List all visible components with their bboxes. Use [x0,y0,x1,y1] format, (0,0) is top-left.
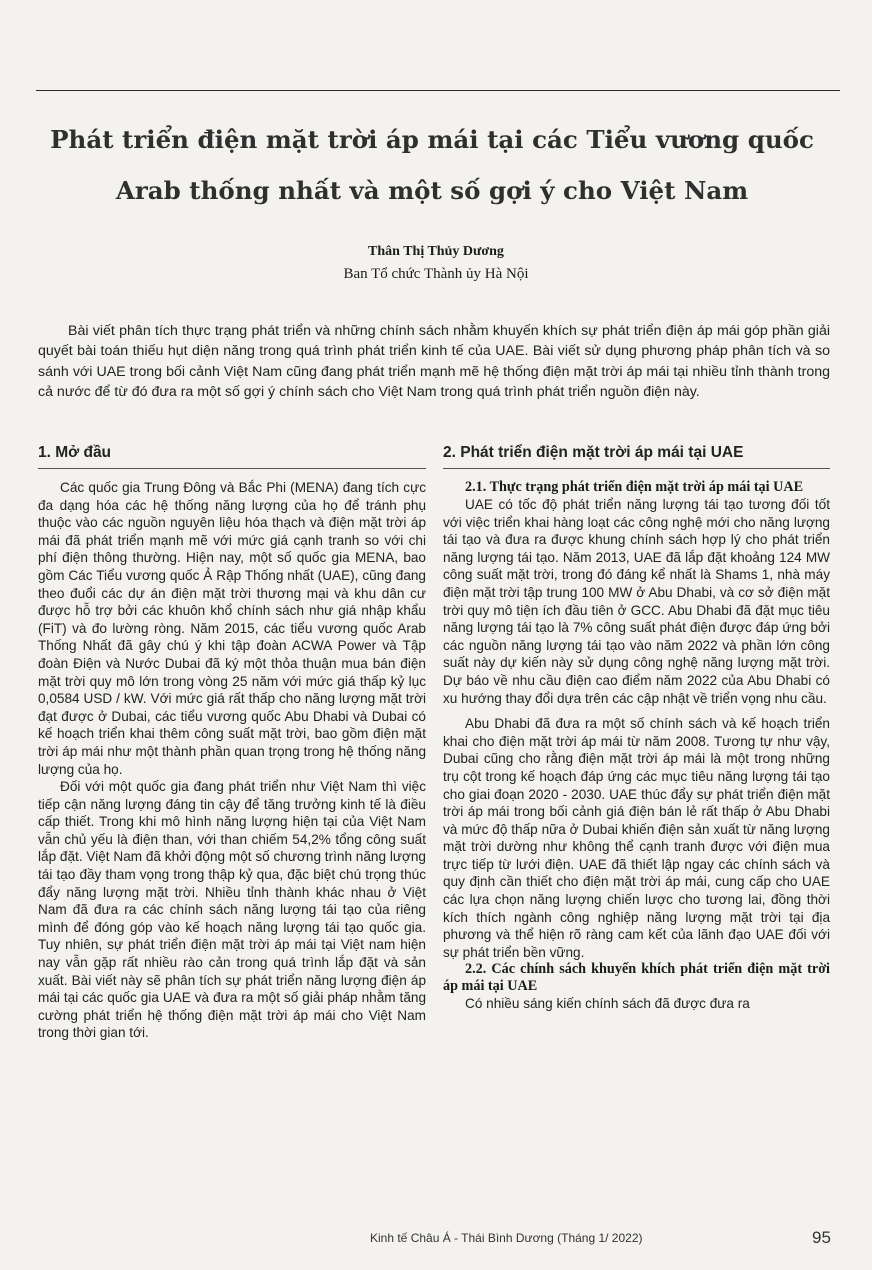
title-line-2: Arab thống nhất và một số gợi ý cho Việt Nam [115,176,749,205]
subsection-2-2-paragraph: Có nhiều sáng kiến chính sách đã được đưa ra [465,996,750,1012]
section-1-paragraph: Đối với một quốc gia đang phát triển như Việt Nam thì việc tiếp cận năng lượng đáng tin cậy để tăng trưởng kinh tế là điều cấp thiết. Trong khi mô hình năng lượng hiện tại của Việt Nam vẫn chủ yếu là điện than, với than chiếm 54,2% tổng công suất lắp đặt. Việt Nam đã khởi động một số chương trình năng lượng tái tạo đầy tham vọng trong thập kỷ qua, đặc biệt chú trọng thúc đẩy năng lượng mặt trời. Nhiều tỉnh thành khác nhau ở Việt Nam đã đưa ra các chính sách năng lượng tái tạo của riêng mình để đóng góp vào kế hoạch năng lượng tái tạo quốc gia. Tuy nhiên, sự phát triển điện mặt trời áp mái tại Việt nam hiện nay vẫn gặp rất nhiều rào cản trong quá trình lắp đặt và sản xuất. Bài viết này sẽ phân tích sự phát triển năng lượng điện áp mái tại các quốc gia UAE và đưa ra một số giải pháp nhằm tăng cường phát triển hệ thống điện mặt trời áp mái cho Việt Nam trong thời gian tới. [38,779,426,1041]
section-1-paragraph: Các quốc gia Trung Đông và Bắc Phi (MENA) đang tích cực đa dạng hóa các hệ thống năng lượng của họ để tránh phụ thuộc vào các nguồn nguyên liệu hóa thạch và điện mặt trời áp mái đã phát triển mạnh mẽ với mức giá cạnh tranh so với chi phí điện thông thường. Hiện nay, một số quốc gia MENA, bao gồm Các Tiểu vương quốc Ả Rập Thống nhất (UAE), cũng đang theo đuổi các dự án điện mặt trời thương mại và khu dân cư được hỗ trợ bởi các khuôn khổ chính sách như giá nhập khẩu (FiT) và đo lường ròng. Năm 2015, các tiểu vương quốc Arab Thống Nhất đã gây chú ý khi tập đoàn ACWA Power và Tập đoàn Điện và Nước Dubai đã ký một thỏa thuận mua bán điện mặt trời quy mô lớn trong vòng 25 năm với mức giá thấp kỷ lục 0,0584 USD / kW. Với mức giá rất thấp cho năng lượng mặt trời đạt được ở Dubai, các tiểu vương quốc Abu Dhabi và Dubai có kế hoạch triển khai thêm công suất mặt trời, bao gồm điện mặt trời áp mái như một thành phần quan trọng trong hệ thống năng lượng của họ. [38,480,426,777]
top-rule [36,90,840,91]
subsection-2-1-paragraph: UAE có tốc độ phát triển năng lượng tái tạo tương đối tốt với việc triển khai hàng loạt các công nghệ mới cho năng lượng tái tạo và đưa ra được khung chính sách hợp lý cho phát triển năng lượng tái tạo. Năm 2013, UAE đã lắp đặt khoảng 124 MW công suất mặt trời, trong đó đáng kể nhất là Shams 1, nhà máy điện mặt trời tập trung 100 MW ở Abu Dhabi, và cơ sở điện mặt trời quy mô tiện ích đầu tiên ở GCC. Abu Dhabi đã đặt mục tiêu năng lượng tái tạo là 7% công suất phát điện được đáp ứng bởi các nguồn năng lượng tái tạo vào năm 2022 và phần lớn công suất này dự kiến này sử dụng công nghệ năng lượng mặt trời. Dự báo về nhu cầu điện cao điểm năm 2022 của Abu Dhabi có xu hướng thay đổi dựa trên các cập nhật về triển vọng nhu cầu. [443,497,830,706]
journal-name: Kinh tế Châu Á - Thái Bình Dương (Tháng 1/ 2022) [370,1231,643,1245]
author-name: Thân Thị Thủy Dương [368,244,504,259]
subsection-2-1-paragraph: Abu Dhabi đã đưa ra một số chính sách và kế hoạch triển khai cho điện mặt trời áp mái từ năm 2008. Tương tự như vậy, Dubai cũng cho rằng điện mặt trời áp mái là một trong những trụ cột trong kế hoạch đáp ứng các mục tiêu năng lượng tái tạo cho giai đoạn 2020 - 2030. UAE thúc đẩy sự phát triển điện mặt trời áp mái trong bối cảnh giá điện bán lẻ rất thấp ở Abu Dhabi và mức độ thấp nữa ở Dubai khiến điện sản xuất từ năng lượng mặt trời dường như không thể cạnh tranh được với điện mua trực tiếp từ lưới điện. UAE đã thiết lập ngay các chính sách và quy định cần thiết cho điện mặt trời áp mái, cung cấp cho UAE các lựa chọn năng lượng chiến lược cho tương lai, đồng thời kích thích ngành công nghiệp năng lượng mặt trời tại địa phương và thể hiện rõ ràng cam kết của lãnh đạo UAE đối với sự phát triển bền vững. [443,716,830,960]
abstract: Bài viết phân tích thực trạng phát triển và những chính sách nhằm khuyến khích sự phát triển điện áp mái góp phần giải quyết bài toán thiếu hụt diện năng trong quá trình phát triển kinh tế của UAE. Bài viết sử dụng phương pháp phân tích và so sánh với UAE trong bối cảnh Việt Nam cũng đang phát triển mạnh mẽ hệ thống điện mặt trời áp mái tại nhiều tỉnh thành trong cả nước để từ đó đưa ra một số gợi ý chính sách cho Việt Nam trong quá trình phát triển nguồn điện này. [38,323,830,401]
section-1-heading: 1. Mở đầu [38,444,426,469]
page-number: 95 [812,1228,831,1247]
title-line-1: Phát triển điện mặt trời áp mái tại các Tiểu vương quốc [50,125,814,154]
left-column [38,444,426,1042]
section-2-heading: 2. Phát triển điện mặt trời áp mái tại UAE [443,444,830,469]
article-title [30,114,834,216]
right-column [443,444,830,1013]
subsection-2-2-heading: 2.2. Các chính sách khuyến khích phát triển điện mặt trời áp mái tại UAE [443,961,830,995]
page-footer [0,1228,872,1252]
author-affiliation: Ban Tổ chức Thành ủy Hà Nội [343,266,529,282]
subsection-2-1-heading: 2.1. Thực trạng phát triển điện mặt trời áp mái tại UAE [465,479,804,495]
